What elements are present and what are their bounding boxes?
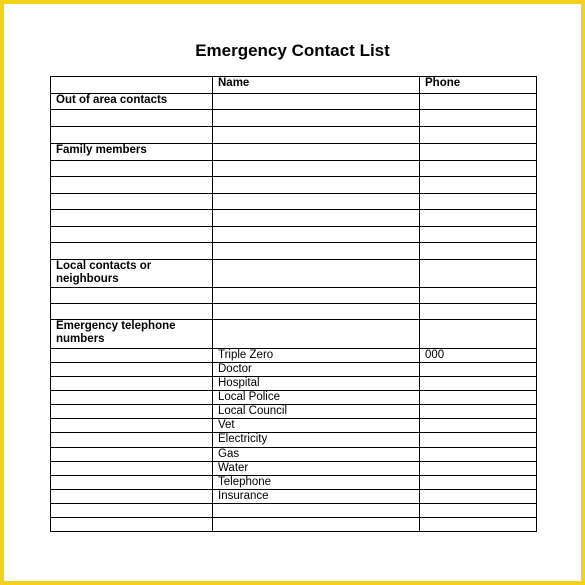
- category-cell: [51, 377, 213, 391]
- phone-cell: [420, 490, 537, 504]
- category-cell: [51, 462, 213, 476]
- section-header-row: [51, 260, 537, 288]
- phone-cell: [420, 288, 537, 304]
- phone-cell: [420, 161, 537, 177]
- name-cell: Triple Zero: [213, 349, 420, 363]
- phone-cell: [420, 144, 537, 161]
- phone-cell: [420, 194, 537, 210]
- name-cell: [213, 177, 420, 194]
- phone-cell: [420, 243, 537, 260]
- phone-cell: 000: [420, 349, 537, 363]
- name-cell: Local Council: [213, 405, 420, 419]
- category-cell: Out of area contacts: [51, 94, 213, 110]
- table-row: [51, 504, 537, 518]
- phone-cell: [420, 260, 537, 288]
- section-header-row: [51, 94, 537, 110]
- category-cell: [51, 391, 213, 405]
- category-cell: [51, 405, 213, 419]
- phone-cell: [420, 504, 537, 518]
- table-row: [51, 377, 537, 391]
- category-cell: [51, 518, 213, 532]
- table-row: [51, 433, 537, 448]
- name-cell: Hospital: [213, 377, 420, 391]
- name-cell: [213, 110, 420, 127]
- phone-cell: [420, 363, 537, 377]
- table-row: [51, 227, 537, 243]
- category-cell: [51, 110, 213, 127]
- name-cell: Water: [213, 462, 420, 476]
- table-row: [51, 419, 537, 433]
- name-cell: [213, 320, 420, 349]
- table-row: [51, 110, 537, 127]
- name-cell: [213, 210, 420, 227]
- header-cell-name: Name: [213, 77, 420, 94]
- phone-cell: [420, 227, 537, 243]
- category-cell: [51, 476, 213, 490]
- header-cell-category: [51, 77, 213, 94]
- phone-cell: [420, 177, 537, 194]
- category-cell: [51, 433, 213, 448]
- table-row: [51, 462, 537, 476]
- phone-cell: [420, 462, 537, 476]
- name-cell: [213, 227, 420, 243]
- phone-cell: [420, 304, 537, 320]
- phone-cell: [420, 405, 537, 419]
- table-row: [51, 518, 537, 532]
- category-cell: [51, 419, 213, 433]
- name-cell: [213, 161, 420, 177]
- category-cell: Family members: [51, 144, 213, 161]
- phone-cell: [420, 419, 537, 433]
- table-header-row: [51, 77, 537, 94]
- table-row: [51, 194, 537, 210]
- name-cell: [213, 504, 420, 518]
- name-cell: [213, 260, 420, 288]
- name-cell: Electricity: [213, 433, 420, 448]
- phone-cell: [420, 377, 537, 391]
- table-row: [51, 391, 537, 405]
- table-row: [51, 243, 537, 260]
- phone-cell: [420, 476, 537, 490]
- phone-cell: [420, 391, 537, 405]
- name-cell: [213, 194, 420, 210]
- name-cell: [213, 94, 420, 110]
- table-row: [51, 210, 537, 227]
- table-row: [51, 177, 537, 194]
- table-row: [51, 448, 537, 462]
- category-cell: [51, 490, 213, 504]
- contact-table: [50, 76, 537, 532]
- name-cell: Telephone: [213, 476, 420, 490]
- name-cell: Gas: [213, 448, 420, 462]
- category-cell: Emergency telephone numbers: [51, 320, 213, 349]
- category-cell: [51, 127, 213, 144]
- table-row: [51, 490, 537, 504]
- phone-cell: [420, 433, 537, 448]
- name-cell: Doctor: [213, 363, 420, 377]
- name-cell: Insurance: [213, 490, 420, 504]
- category-cell: [51, 210, 213, 227]
- category-cell: [51, 504, 213, 518]
- page-title: Emergency Contact List: [195, 41, 390, 60]
- name-cell: Vet: [213, 419, 420, 433]
- document-page: [4, 4, 581, 581]
- phone-cell: [420, 94, 537, 110]
- table-row: [51, 349, 537, 363]
- phone-cell: [420, 110, 537, 127]
- name-cell: [213, 518, 420, 532]
- phone-cell: [420, 210, 537, 227]
- category-cell: [51, 288, 213, 304]
- table-row: [51, 288, 537, 304]
- table-row: [51, 363, 537, 377]
- category-cell: [51, 349, 213, 363]
- phone-cell: [420, 448, 537, 462]
- category-cell: [51, 304, 213, 320]
- section-header-row: [51, 144, 537, 161]
- name-cell: [213, 288, 420, 304]
- category-cell: [51, 227, 213, 243]
- name-cell: [213, 243, 420, 260]
- phone-cell: [420, 127, 537, 144]
- phone-cell: [420, 320, 537, 349]
- table-row: [51, 476, 537, 490]
- category-cell: [51, 448, 213, 462]
- category-cell: [51, 243, 213, 260]
- name-cell: [213, 144, 420, 161]
- category-cell: [51, 194, 213, 210]
- table-row: [51, 127, 537, 144]
- category-cell: Local contacts or neighbours: [51, 260, 213, 288]
- name-cell: [213, 127, 420, 144]
- table-row: [51, 304, 537, 320]
- name-cell: [213, 304, 420, 320]
- phone-cell: [420, 518, 537, 532]
- category-cell: [51, 161, 213, 177]
- table-row: [51, 405, 537, 419]
- category-cell: [51, 177, 213, 194]
- name-cell: Local Police: [213, 391, 420, 405]
- header-cell-phone: Phone: [420, 77, 537, 94]
- category-cell: [51, 363, 213, 377]
- section-header-row: [51, 320, 537, 349]
- table-row: [51, 161, 537, 177]
